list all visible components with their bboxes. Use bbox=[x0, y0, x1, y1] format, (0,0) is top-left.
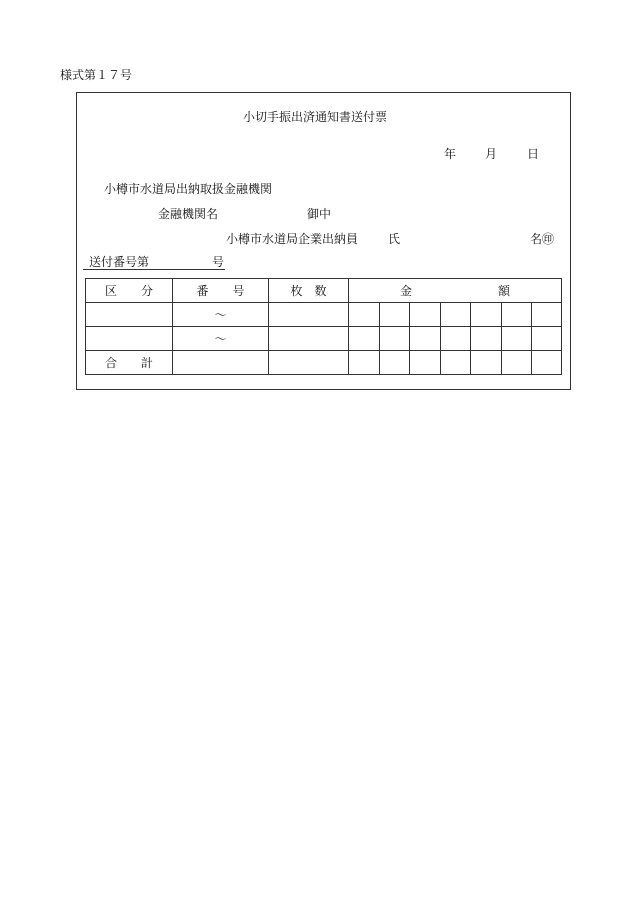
total-count-cell bbox=[269, 351, 349, 375]
number-range-cell: ～ bbox=[173, 327, 269, 351]
header-category: 区 分 bbox=[86, 279, 173, 303]
onchu-honorific: 御中 bbox=[307, 207, 332, 221]
amount-digit-cell bbox=[532, 327, 562, 351]
form-title: 小切手振出済通知書送付票 bbox=[242, 110, 387, 124]
amount-digit-cell bbox=[471, 351, 502, 375]
date-year-label: 年 bbox=[444, 147, 457, 161]
amount-digit-cell bbox=[471, 303, 502, 327]
amount-digit-cell bbox=[349, 351, 380, 375]
amount-digit-cell bbox=[410, 351, 441, 375]
amount-digit-cell bbox=[380, 303, 410, 327]
amount-digit-cell bbox=[349, 327, 380, 351]
amount-digit-cell bbox=[502, 327, 532, 351]
sending-number-prefix: 送付番号第 bbox=[89, 255, 150, 269]
amount-digit-cell bbox=[410, 327, 441, 351]
amount-digit-cell bbox=[441, 303, 471, 327]
header-count: 枚 数 bbox=[269, 279, 349, 303]
date-day-label: 日 bbox=[527, 147, 540, 161]
table-row bbox=[86, 327, 562, 351]
header-number: 番 号 bbox=[173, 279, 269, 303]
category-cell bbox=[86, 303, 173, 327]
form-number: 様式第１７号 bbox=[60, 68, 133, 82]
amount-digit-cell bbox=[380, 351, 410, 375]
amount-digit-cell bbox=[532, 351, 562, 375]
amount-digit-cell bbox=[349, 303, 380, 327]
amount-digit-cell bbox=[441, 351, 471, 375]
table-header-row bbox=[86, 279, 562, 303]
total-label-cell: 合 計 bbox=[86, 351, 173, 375]
amount-digit-cell bbox=[471, 327, 502, 351]
category-cell bbox=[86, 327, 173, 351]
number-range-cell: ～ bbox=[173, 303, 269, 327]
total-number-cell bbox=[173, 351, 269, 375]
amount-digit-cell bbox=[502, 303, 532, 327]
amount-digit-cell bbox=[502, 351, 532, 375]
amount-digit-cell bbox=[410, 303, 441, 327]
amount-digit-cell bbox=[380, 327, 410, 351]
transfer-table bbox=[85, 278, 562, 375]
seal-mark: 名㊞ bbox=[530, 232, 555, 246]
sender-title: 小樽市水道局企業出納員 bbox=[226, 232, 359, 246]
sending-number-field bbox=[83, 254, 225, 270]
sender-name-label: 氏 bbox=[388, 232, 401, 246]
table-row bbox=[86, 303, 562, 327]
count-cell bbox=[269, 303, 349, 327]
addressee: 小樽市水道局出納取扱金融機関 bbox=[104, 182, 273, 196]
sending-number-suffix: 号 bbox=[212, 255, 225, 269]
table-total-row bbox=[86, 351, 562, 375]
date-month-label: 月 bbox=[485, 147, 498, 161]
bank-name-label: 金融機関名 bbox=[158, 207, 219, 221]
amount-digit-cell bbox=[441, 327, 471, 351]
amount-digit-cell bbox=[532, 303, 562, 327]
header-amount: 金 額 bbox=[349, 279, 562, 303]
count-cell bbox=[269, 327, 349, 351]
